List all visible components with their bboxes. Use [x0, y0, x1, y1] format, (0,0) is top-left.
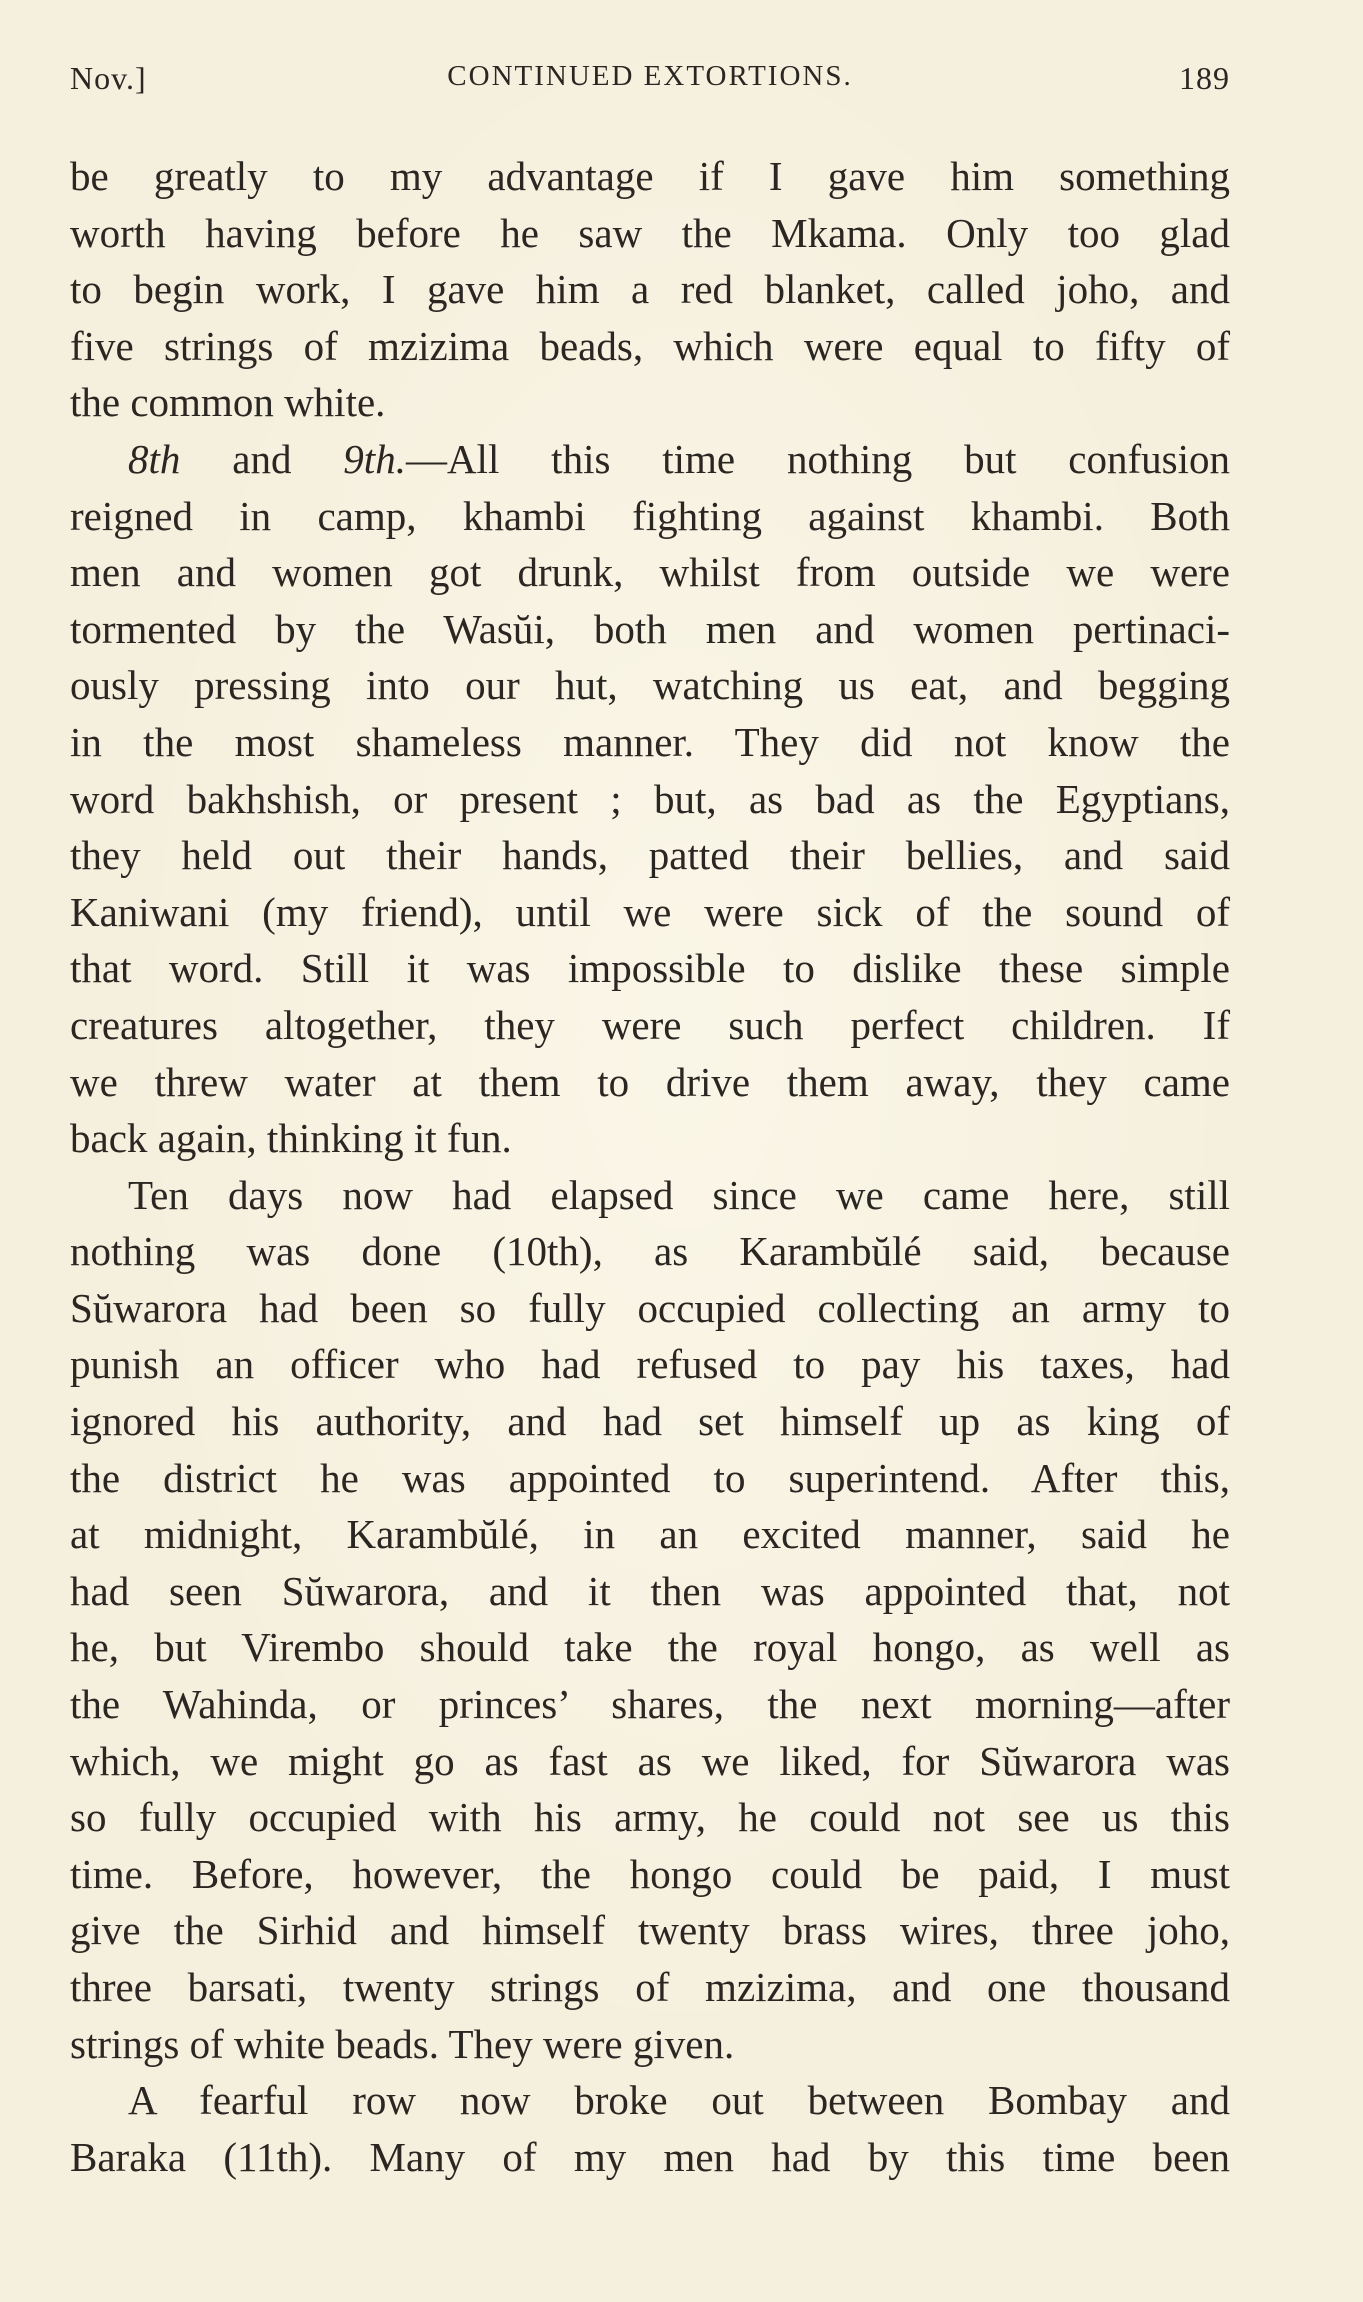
text-line: we threw water at them to drive them away, they came	[70, 1058, 1230, 1105]
text-line: that word. Still it was impossible to dislike these simple	[70, 945, 1230, 992]
text-line: Ten days now had elapsed since we came here, still	[128, 1171, 1230, 1218]
text-line: the Wahinda, or princes’ shares, the next morning—after	[70, 1681, 1230, 1728]
text-line: time. Before, however, the hongo could be paid, I must	[70, 1850, 1230, 1897]
text-line: to begin work, I gave him a red blanket, called joho, and	[70, 266, 1230, 313]
running-header	[70, 60, 1230, 112]
text-line: ignored his authority, and had set himself up as king of	[70, 1398, 1230, 1445]
text-line: reigned in camp, khambi fighting against khambi. Both	[70, 492, 1230, 539]
text-line: three barsati, twenty strings of mzizima, and one thousand	[70, 1964, 1230, 2010]
text-line: Baraka (11th). Many of my men had by this time been	[70, 2133, 1230, 2180]
text-line: word bakhshish, or present ; but, as bad as the Egyptians,	[70, 775, 1230, 822]
text-line: Sŭwarora had been so fully occupied collecting an army to	[70, 1284, 1230, 1331]
text-line: be greatly to my advantage if I gave him something	[70, 153, 1230, 199]
text-line: had seen Sŭwarora, and it then was appointed that, not	[70, 1567, 1230, 1614]
text-line: which, we might go as fast as we liked, for Sŭwarora was	[70, 1737, 1230, 1784]
text-line: creatures altogether, they were such perfect children. If	[70, 1001, 1230, 1048]
date-and: and	[232, 435, 292, 482]
text-line: nothing was done (10th), as Karambŭlé said, because	[70, 1228, 1230, 1275]
text-line: so fully occupied with his army, he could not see us this	[70, 1794, 1230, 1841]
text-line: men and women got drunk, whilst from outside we were	[70, 549, 1230, 596]
text-line: tormented by the Wasŭi, both men and women pertinaci-	[70, 605, 1230, 652]
text-line-dated	[70, 431, 1230, 488]
header-month: Nov.]	[70, 60, 147, 96]
text-line: worth having before he saw the Mkama. Only too glad	[70, 209, 1230, 256]
text-line-rest: All this time nothing but confusion	[446, 435, 1231, 482]
text-line: give the Sirhid and himself twenty brass wires, three joho,	[70, 1907, 1230, 1954]
text-line: ously pressing into our hut, watching us eat, and begging	[70, 662, 1230, 709]
text-line: back again, thinking it fun.	[70, 1115, 512, 1162]
text-line: they held out their hands, patted their bellies, and said	[70, 832, 1230, 879]
date-dash: —	[405, 435, 447, 482]
text-line: in the most shameless manner. They did not know the	[70, 718, 1230, 765]
text-line: five strings of mzizima beads, which were equal to fifty of	[70, 322, 1230, 369]
header-chapter-title: CONTINUED EXTORTIONS.	[447, 60, 853, 92]
text-line: the common white.	[70, 379, 386, 426]
page-number: 189	[1179, 60, 1230, 96]
text-line: Kaniwani (my friend), until we were sick of the sound of	[70, 888, 1230, 935]
date-second: 9th.	[343, 435, 406, 482]
body-text	[70, 148, 1230, 2185]
text-line: punish an officer who had refused to pay his taxes, had	[70, 1341, 1230, 1388]
text-line: the district he was appointed to superintend. After this,	[70, 1454, 1230, 1501]
text-line: he, but Virembo should take the royal hongo, as well as	[70, 1624, 1230, 1671]
text-line: at midnight, Karambŭlé, in an excited manner, said he	[70, 1511, 1230, 1558]
text-line: strings of white beads. They were given.	[70, 2020, 735, 2067]
date-first: 8th	[128, 435, 181, 482]
text-line: A fearful row now broke out between Bombay and	[128, 2077, 1230, 2124]
